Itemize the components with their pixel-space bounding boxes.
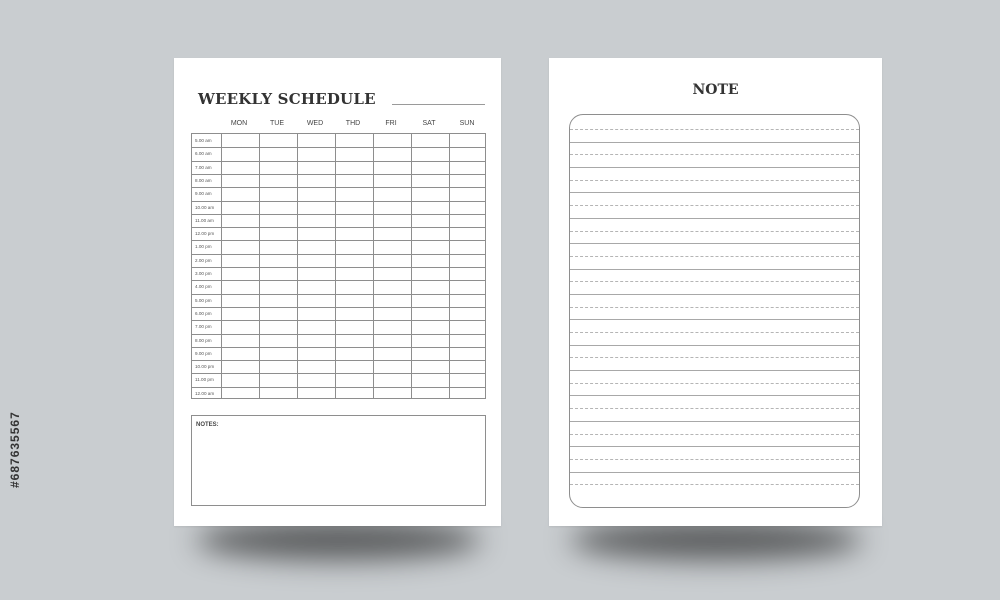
note-rule-line (570, 129, 859, 130)
time-slot-label: 11.00 pm (195, 377, 214, 383)
time-slot-label: 12.00 am (195, 390, 215, 396)
time-slot-label: 10.00 am (195, 204, 215, 210)
note-rule-line (570, 345, 859, 346)
time-slot-label: 12.00 pm (195, 231, 215, 237)
grid-row-divider (192, 294, 485, 295)
schedule-title: WEEKLY SCHEDULE (198, 90, 376, 108)
note-rule-line (570, 395, 859, 396)
time-slot-label: 8.00 pm (195, 337, 212, 343)
schedule-grid (191, 133, 486, 399)
time-slot-label: 11.00 am (195, 217, 214, 223)
time-slot-label: 7.00 pm (195, 324, 212, 330)
note-title: NOTE (692, 82, 739, 98)
note-rule-line (570, 192, 859, 193)
notes-box (191, 415, 486, 506)
time-slot-label: 1.00 pm (195, 244, 212, 250)
grid-row-divider (192, 280, 485, 281)
title-underline (392, 104, 485, 105)
time-slot-label: 9.00 am (195, 191, 212, 197)
grid-row-divider (192, 347, 485, 348)
day-header: WED (306, 120, 324, 127)
note-page (549, 58, 882, 526)
note-rule-line (570, 205, 859, 206)
grid-row-divider (192, 187, 485, 188)
grid-row-divider (192, 147, 485, 148)
time-slot-label: 10.00 pm (195, 364, 215, 370)
note-rule-line (570, 142, 859, 143)
note-rule-line (570, 357, 859, 358)
grid-row-divider (192, 254, 485, 255)
page-shadow-right (570, 520, 862, 560)
time-slot-label: 5.00 am (195, 138, 212, 143)
note-rule-line (570, 294, 859, 295)
grid-row-divider (192, 201, 485, 202)
grid-row-divider (192, 267, 485, 268)
day-header: THD (345, 120, 361, 127)
time-slot-label: 7.00 am (195, 164, 212, 170)
note-rule-line (570, 180, 859, 181)
note-rule-line (570, 446, 859, 447)
day-header: FRI (385, 120, 397, 127)
time-slot-label: 2.00 pm (195, 257, 212, 263)
day-header: MON (230, 120, 248, 127)
grid-row-divider (192, 334, 485, 335)
note-rule-line (570, 319, 859, 320)
grid-row-divider (192, 161, 485, 162)
notes-label: NOTES: (196, 422, 219, 428)
grid-row-divider (192, 214, 485, 215)
note-rule-line (570, 307, 859, 308)
note-rule-line (570, 231, 859, 232)
note-rule-line (570, 421, 859, 422)
time-slot-label: 5.00 pm (195, 297, 212, 303)
weekly-schedule-page (174, 58, 501, 526)
note-rule-line (570, 269, 859, 270)
grid-row-divider (192, 174, 485, 175)
time-slot-label: 8.00 am (195, 177, 212, 183)
grid-row-divider (192, 227, 485, 228)
note-rule-line (570, 167, 859, 168)
note-rule-line (570, 408, 859, 409)
note-rule-line (570, 256, 859, 257)
note-lined-box (569, 114, 860, 508)
note-rule-line (570, 154, 859, 155)
time-slot-label: 3.00 pm (195, 271, 212, 276)
note-rule-line (570, 472, 859, 473)
note-rule-line (570, 434, 859, 435)
time-slot-label: 9.00 pm (195, 350, 212, 356)
day-header: TUE (270, 120, 284, 127)
time-slot-label: 6.00 pm (195, 310, 212, 316)
page-shadow-left (196, 520, 481, 560)
grid-row-divider (192, 307, 485, 308)
note-rule-line (570, 218, 859, 219)
time-slot-label: 4.00 pm (195, 284, 212, 290)
note-rule-line (570, 484, 859, 485)
grid-row-divider (192, 240, 485, 241)
note-rule-line (570, 281, 859, 282)
note-rule-line (570, 243, 859, 244)
day-header: SAT (422, 120, 436, 127)
grid-row-divider (192, 373, 485, 374)
note-rule-line (570, 370, 859, 371)
note-rule-line (570, 459, 859, 460)
day-header: SUN (459, 120, 475, 127)
grid-row-divider (192, 387, 485, 388)
note-rule-line (570, 332, 859, 333)
grid-row-divider (192, 320, 485, 321)
grid-row-divider (192, 360, 485, 361)
note-rule-line (570, 383, 859, 384)
time-slot-label: 6.00 am (195, 151, 212, 157)
